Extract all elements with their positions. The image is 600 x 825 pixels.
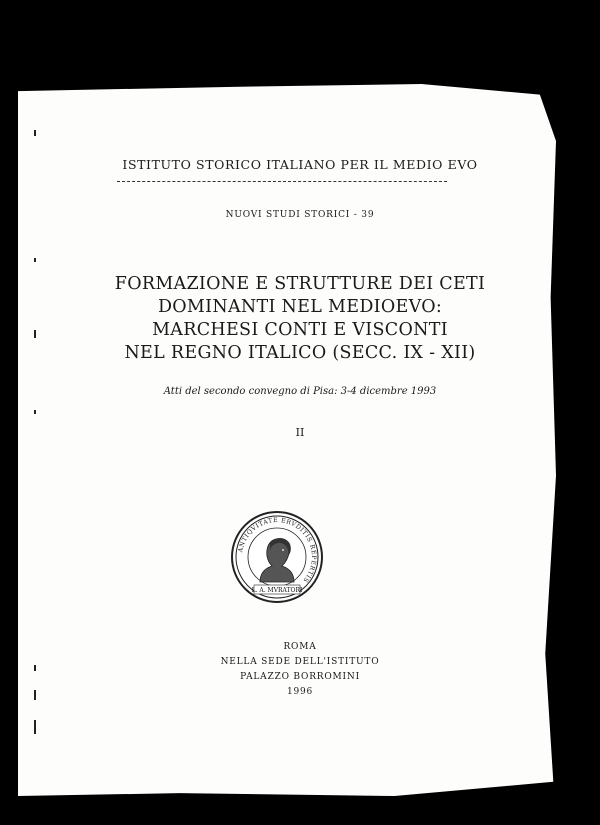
title-line: NEL REGNO ITALICO (SECC. IX - XII) <box>124 343 476 363</box>
title-line: DOMINANTI NEL MEDIOEVO: <box>157 297 443 317</box>
imprint-line: NELLA SEDE DELL'ISTITUTO <box>220 657 380 667</box>
book-title <box>0 273 600 365</box>
medallion-portrait-icon <box>230 498 324 616</box>
imprint <box>0 640 600 700</box>
volume-number: II <box>295 426 305 439</box>
header-rule <box>117 181 447 182</box>
conference-subtitle: Atti del secondo convegno di Pisa: 3-4 dicembre 1993 <box>163 386 437 397</box>
series-label: NUOVI STUDI STORICI - 39 <box>225 210 375 220</box>
institute-name: ISTITUTO STORICO ITALIANO PER IL MEDIO EVO <box>122 157 478 172</box>
imprint-line: PALAZZO BORROMINI <box>240 672 360 682</box>
imprint-city: ROMA <box>283 642 317 652</box>
title-line: MARCHESI CONTI E VISCONTI <box>152 320 448 340</box>
title-line: FORMAZIONE E STRUTTURE DEI CETI <box>114 274 486 294</box>
seal-name-text: L. A. MVRATORI <box>251 587 303 594</box>
seal-ring-text: ANTIQVITATE ERVDITIS REPERTIS <box>237 516 318 584</box>
imprint-year: 1996 <box>286 687 314 697</box>
